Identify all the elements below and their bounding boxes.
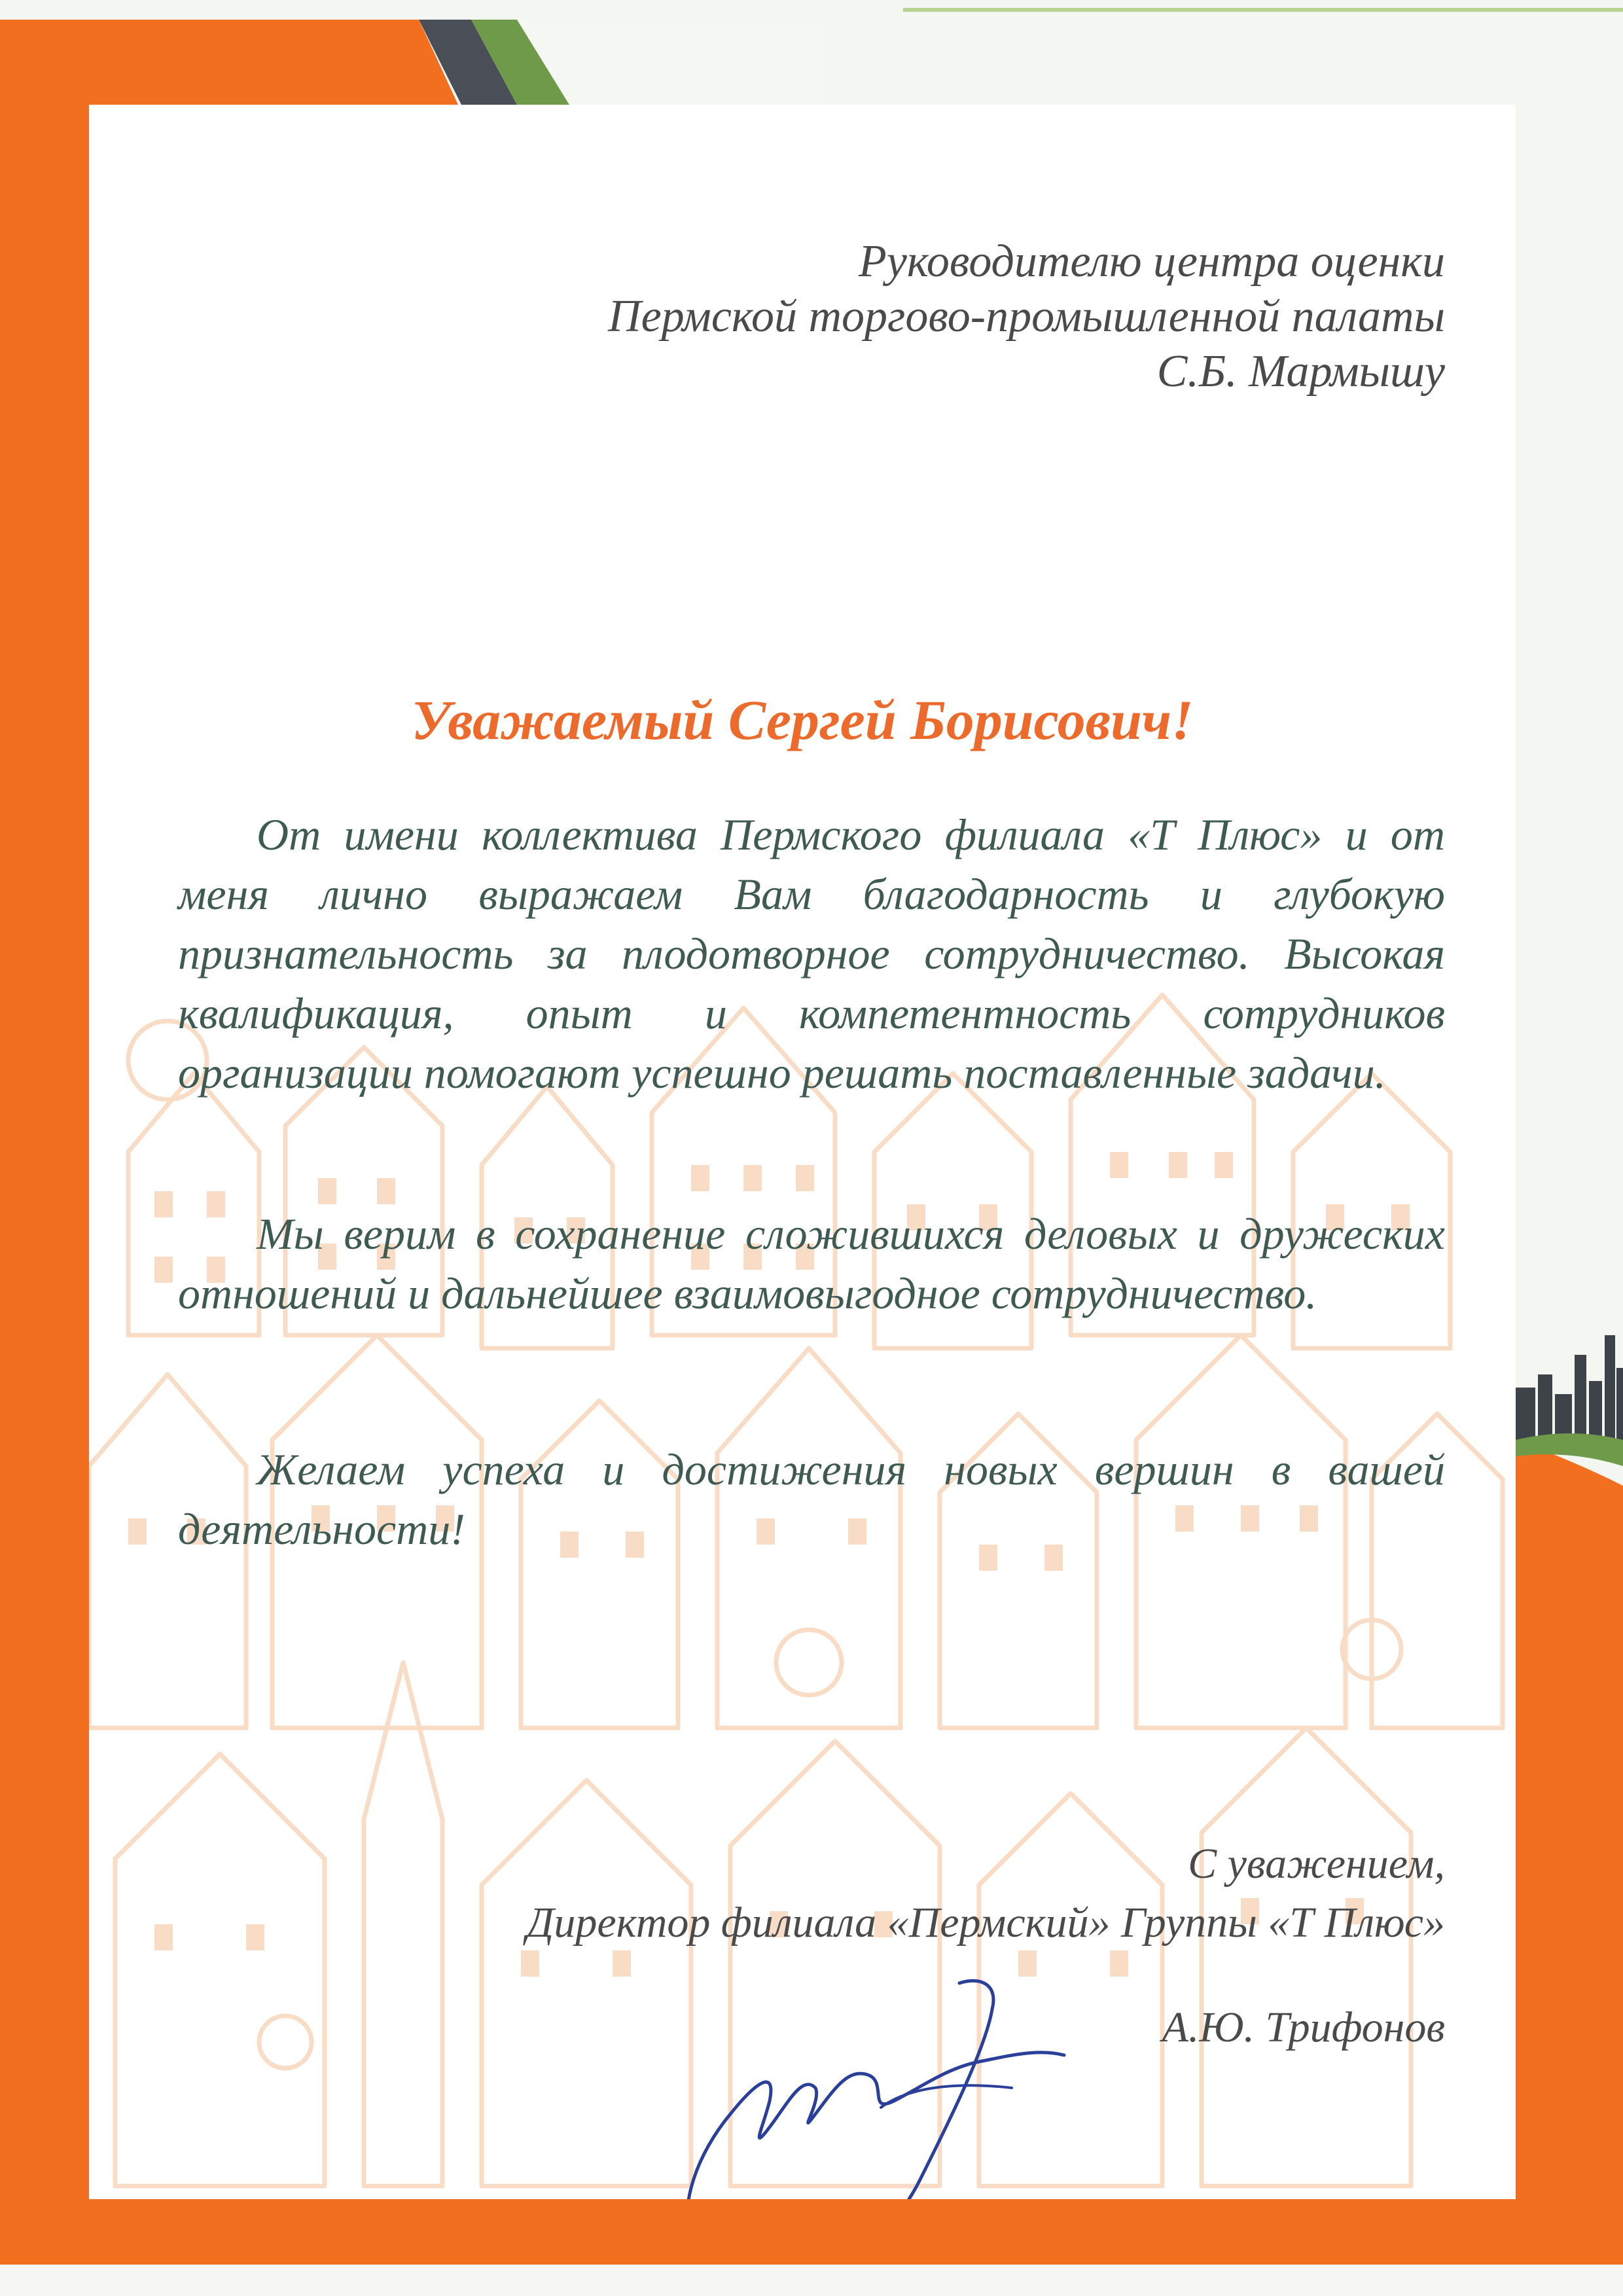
closing-name: А.Ю. Трифонов — [1162, 2003, 1445, 2051]
recipient-line-1: Руководителю центра оценки — [859, 236, 1445, 287]
paragraph-2: Мы верим в сохранение сложившихся деловых и дружеских отношений и дальнейшее взаимовыгодное сотрудничество. — [178, 1209, 1445, 1318]
closing-regards: С уважением, — [1188, 1840, 1445, 1888]
recipient-line-3: С.Б. Мармышу — [1156, 346, 1445, 397]
closing-position: Директор филиала «Пермский» Группы «Т Плюс» — [526, 1899, 1445, 1946]
paragraph-1: От имени коллектива Пермского филиала «Т Плюс» и от меня лично выражаем Вам благодарность и глубокую признательность за плодотворное сотрудничество. Высокая квалификация, опыт и компетентность сотрудников организации помогают успешно решать поставленные задачи. — [178, 810, 1445, 1098]
greeting-heading: Уважаемый Сергей Борисович! — [411, 689, 1194, 751]
letter-sheet — [89, 105, 1516, 2199]
letter-text — [89, 105, 1516, 2199]
recipient-line-2: Пермской торгово-промышленной палаты — [608, 291, 1445, 342]
handwritten-signature — [671, 1957, 1077, 2199]
paragraph-3: Желаем успеха и достижения новых вершин в вашей деятельности! — [178, 1444, 1445, 1554]
